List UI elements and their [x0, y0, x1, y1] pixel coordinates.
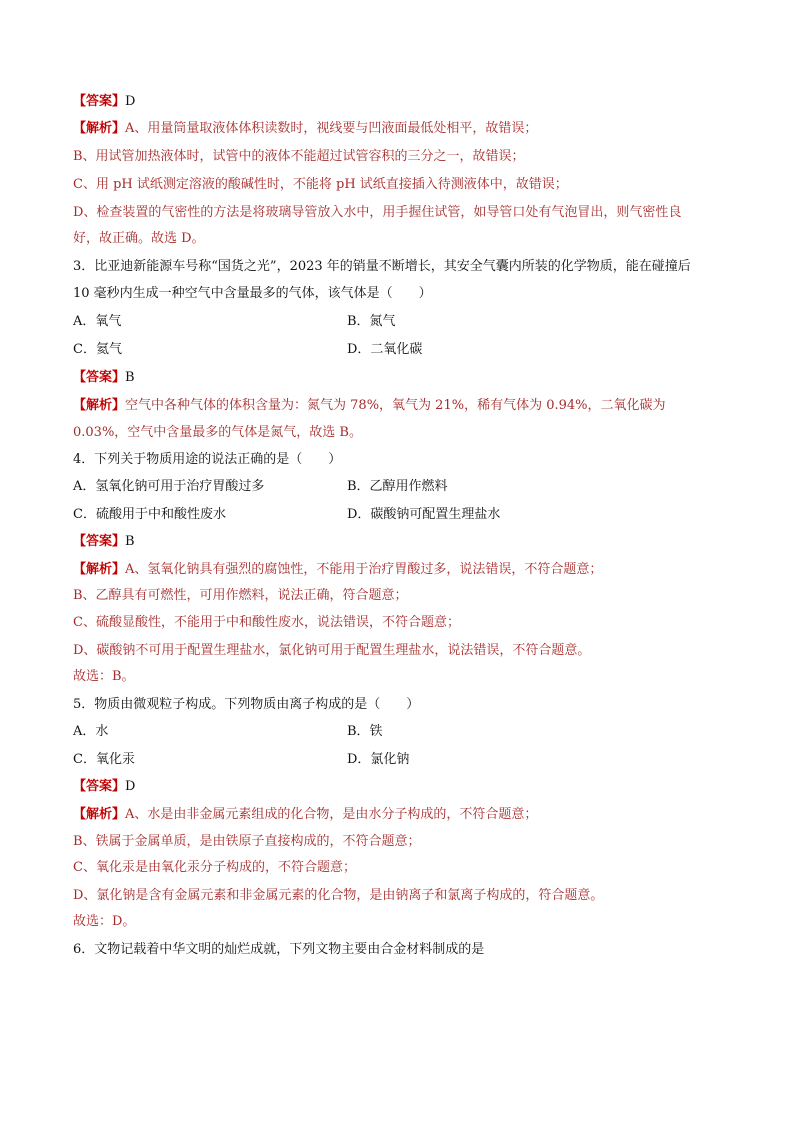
answer-tag: 【答案】	[73, 370, 126, 385]
analysis-text: 好，故正确。故选 D。	[73, 231, 205, 246]
analysis-line	[73, 560, 602, 580]
analysis-text: D、检查装置的气密性的方法是将玻璃导管放入水中，用手握住试管，如导管口处有气泡冒出，则气密性良	[73, 205, 682, 220]
option-a: A．水	[73, 724, 109, 739]
answer-tag: 【答案】	[73, 779, 126, 794]
analysis-text: D、氯化钠是含有金属元素和非金属元素的化合物，是由钠离子和氯离子构成的，符合题意。	[73, 888, 604, 903]
option-b: B．氮气	[347, 314, 396, 329]
option-b: B．乙醇用作燃料	[347, 479, 448, 494]
analysis-tag: 【解析】	[73, 398, 126, 413]
option-c: C．氧化汞	[73, 752, 135, 767]
analysis-text: D、碳酸钠不可用于配置生理盐水，氯化钠可用于配置生理盐水，说法错误，不符合题意。	[73, 643, 591, 658]
option-d: D．氯化钠	[347, 752, 410, 767]
analysis-text: B、铁属于金属单质，是由铁原子直接构成的，不符合题意；	[73, 834, 421, 849]
analysis-text: A、水是由非金属元素组成的化合物，是由水分子构成的，不符合题意；	[125, 807, 538, 822]
option-a: A．氧气	[73, 314, 122, 329]
option-d: D．二氧化碳	[347, 342, 423, 357]
analysis-line	[73, 396, 666, 416]
option-a: A．氢氧化钠可用于治疗胃酸过多	[73, 479, 265, 494]
analysis-text: A、用量筒量取液体体积读数时，视线要与凹液面最低处相平，故错误；	[125, 121, 538, 136]
answer-line	[73, 777, 135, 797]
answer-tag: 【答案】	[73, 534, 126, 549]
analysis-tag: 【解析】	[73, 807, 126, 822]
analysis-text: 0.03%，空气中含量最多的气体是氮气，故选 B。	[73, 425, 362, 440]
analysis-text: C、氧化汞是由氧化汞分子构成的，不符合题意；	[73, 860, 356, 875]
answer-tag: 【答案】	[73, 94, 126, 109]
question-stem: 3．比亚迪新能源车号称“国货之光”，2023 年的销量不断增长，其安全气囊内所装的化学物质，能在碰撞后	[73, 259, 691, 274]
analysis-text: A、氢氧化钠具有强烈的腐蚀性，不能用于治疗胃酸过多，说法错误，不符合题意；	[125, 562, 603, 577]
analysis-line	[73, 119, 537, 139]
answer-value: B	[125, 534, 135, 549]
answer-line	[73, 368, 135, 388]
conclusion-text: 故选：D。	[73, 914, 136, 929]
conclusion-text: 故选：B。	[73, 669, 135, 684]
analysis-line	[73, 805, 537, 825]
answer-line	[73, 532, 135, 552]
option-c: C．硫酸用于中和酸性废水	[73, 507, 226, 522]
option-d: D．碳酸钠可配置生理盐水	[347, 507, 501, 522]
question-stem: 10 毫秒内生成一种空气中含量最多的气体，该气体是（ ）	[73, 286, 432, 301]
option-c: C．氦气	[73, 342, 122, 357]
analysis-text: B、用试管加热液体时，试管中的液体不能超过试管容积的三分之一，故错误；	[73, 149, 525, 164]
analysis-text: C、硫酸显酸性，不能用于中和酸性废水，说法错误，不符合题意；	[73, 615, 460, 630]
option-b: B．铁	[347, 724, 383, 739]
answer-value: D	[125, 94, 136, 109]
analysis-text: B、乙醇具有可燃性，可用作燃料，说法正确，符合题意；	[73, 588, 408, 603]
answer-line	[73, 92, 135, 112]
analysis-text: C、用 pH 试纸测定溶液的酸碱性时，不能将 pH 试纸直接插入待测液体中，故错误；	[73, 177, 568, 192]
answer-value: D	[125, 779, 136, 794]
question-stem: 5．物质由微观粒子构成。下列物质由离子构成的是（ ）	[73, 697, 420, 712]
question-stem: 6．文物记载着中华文明的灿烂成就，下列文物主要由合金材料制成的是	[73, 942, 485, 957]
analysis-tag: 【解析】	[73, 562, 126, 577]
question-stem: 4．下列关于物质用途的说法正确的是（ ）	[73, 452, 342, 467]
analysis-text: 空气中各种气体的体积含量为：氮气为 78%，氧气为 21%，稀有气体为 0.94%，二氧化碳为	[125, 398, 666, 413]
answer-value: B	[125, 370, 135, 385]
analysis-tag: 【解析】	[73, 121, 126, 136]
